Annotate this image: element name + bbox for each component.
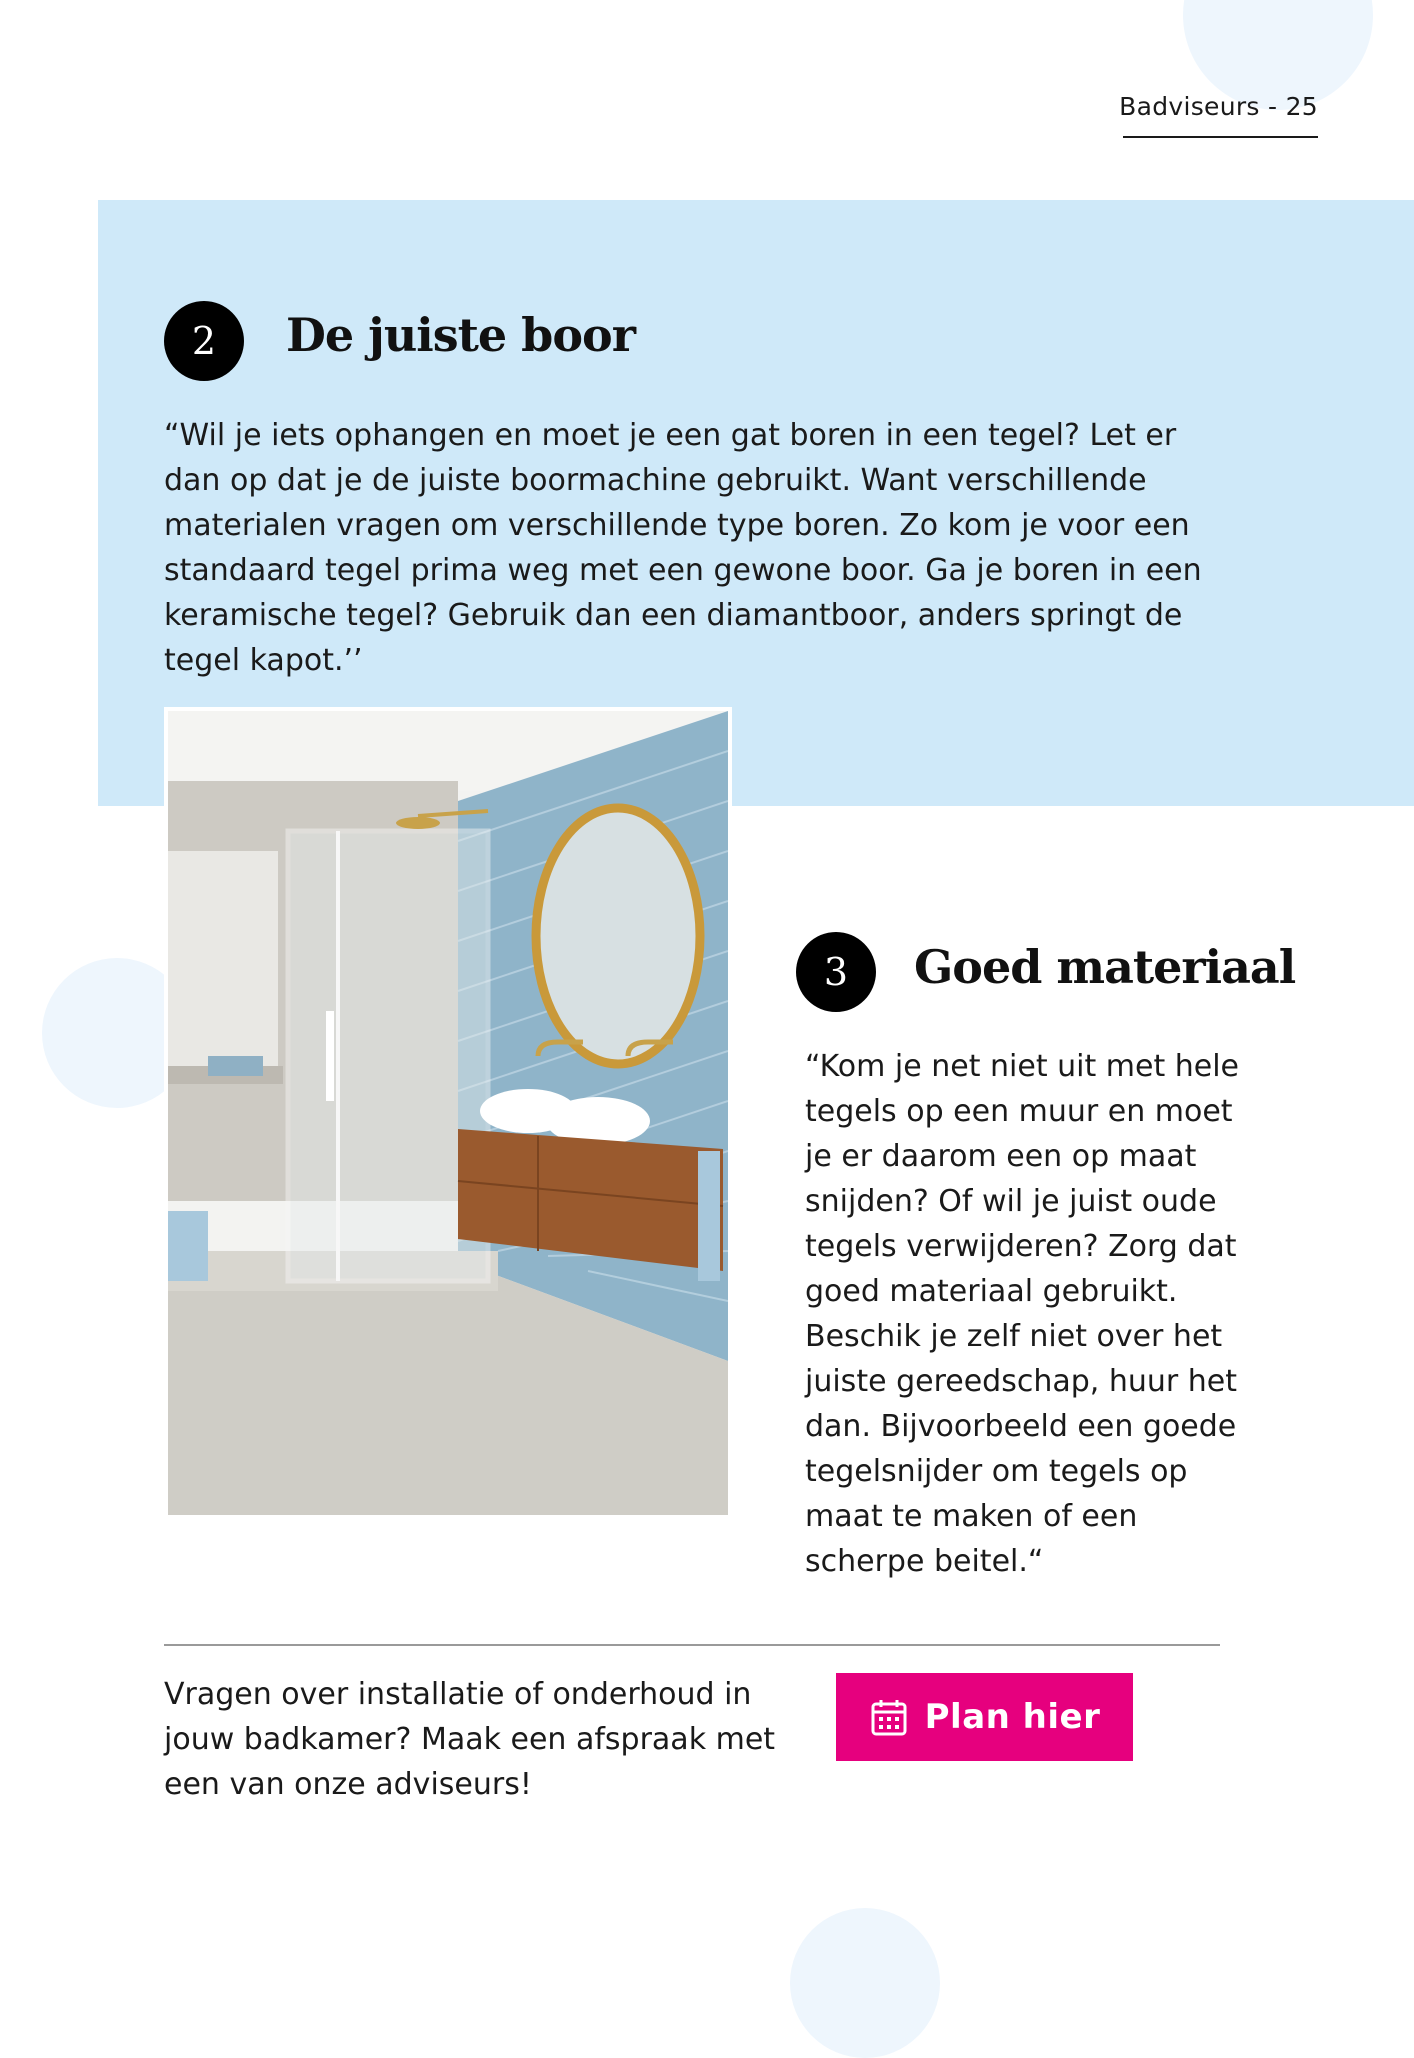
section-quote: “Wil je iets ophangen en moet je een gat boren in een tegel? Let er dan op dat je de juiste boormachine gebruikt. Want verschillende materialen vragen om verschillende type boren. Zo kom je voor een standaard tegel prima weg met een gewone boor. Ga je boren in een keramische tegel? Gebruik dan een diamantboor, anders springt de tegel kapot.’’ — [164, 418, 1202, 678]
divider — [164, 1644, 1220, 1646]
header-underline — [1123, 136, 1318, 138]
section-title: Goed materiaal — [914, 940, 1296, 994]
decorative-circle-bottom — [790, 1908, 940, 2058]
section-number-badge: 3 — [796, 932, 876, 1012]
bathroom-photo — [164, 707, 732, 1519]
section-number-badge: 2 — [164, 301, 244, 381]
calendar-icon — [869, 1697, 909, 1737]
section-quote: “Kom je net niet uit met hele tegels op een muur en moet je er daarom een op maat snijden? Of wil je juist oude tegels verwijderen? Zorg dat goed materiaal gebruikt. Beschik je zelf niet over het juiste gereedschap, huur het dan. Bijvoorbeeld een goede tegelsnijder om tegels op maat te maken of een scherpe beitel.“ — [805, 1049, 1240, 1579]
plan-here-label: Plan hier — [924, 1697, 1101, 1737]
cta-text: Vragen over installatie of onderhoud in jouw badkamer? Maak een afspraak met een van onze adviseurs! — [164, 1677, 776, 1802]
section-title: De juiste boor — [286, 308, 635, 362]
page-header: Badviseurs - 25 — [1119, 92, 1318, 121]
plan-here-button[interactable] — [836, 1673, 1133, 1761]
